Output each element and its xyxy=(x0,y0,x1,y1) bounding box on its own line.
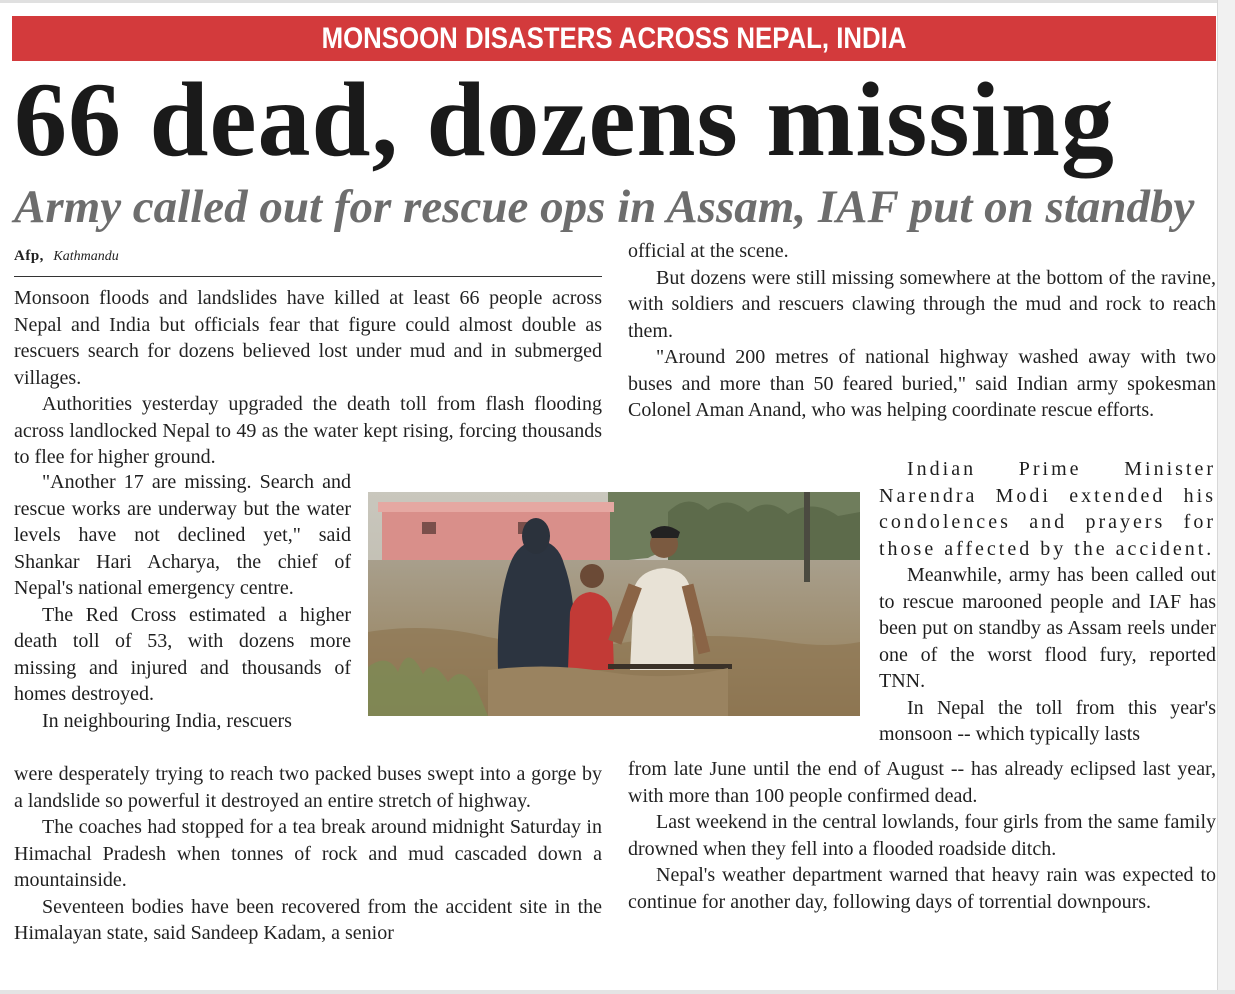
article-column-left-wrap xyxy=(14,469,351,734)
page-bottom-edge xyxy=(0,990,1235,994)
article-paragraph: In Nepal the toll from this year's monsoon -- which typically lasts xyxy=(879,696,1216,745)
byline xyxy=(14,245,604,267)
headline: 66 dead, dozens missing xyxy=(14,61,1115,178)
byline-agency: Afp, xyxy=(14,248,44,264)
article-paragraph: Monsoon floods and landslides have killed at least 66 people across Nepal and India but officials fear that figure could almost double as rescuers search for dozens believed lost under mud and in submerged villages. xyxy=(14,287,602,389)
flood-scene-illustration xyxy=(368,492,860,716)
article-paragraph: But dozens were still missing somewhere at the bottom of the ravine, with soldiers and rescuers clawing through the mud and rock to reach them. xyxy=(628,266,1216,342)
article-paragraph: Indian Prime Minister Narendra Modi extended his condolences and prayers for those affected by the accident. xyxy=(879,458,1216,560)
article-column-right-top xyxy=(628,238,1216,424)
flood-rescue-photo xyxy=(368,492,860,716)
page-top-edge xyxy=(0,0,1235,3)
byline-place: Kathmandu xyxy=(53,249,119,264)
article-paragraph: Seventeen bodies have been recovered from the accident site in the Himalayan state, said Sandeep Kadam, a senior xyxy=(14,895,602,944)
article-paragraph: Authorities yesterday upgraded the death toll from flash flooding across landlocked Nepal to 49 as the water kept rising, forcing thousands to flee for higher ground. xyxy=(14,393,602,468)
article-paragraph: "Around 200 metres of national highway washed away with two buses and more than 50 feared buried," said Indian army spokesman Colonel Aman Anand, who was helping coordinate rescue efforts. xyxy=(628,346,1216,421)
article-paragraph: Meanwhile, army has been called out to rescue marooned people and IAF has been put on standby as Assam reels under one of the worst flood fury, reported TNN. xyxy=(879,564,1216,692)
article-column-left-bottom xyxy=(14,761,602,947)
byline-divider xyxy=(14,276,602,277)
article-paragraph: In neighbouring India, rescuers xyxy=(42,709,292,732)
article-paragraph: The Red Cross estimated a higher death toll of 53, with dozens more missing and injured and thousands of homes destroyed. xyxy=(14,603,351,705)
article-column-left-top xyxy=(14,285,602,471)
article-paragraph: Nepal's weather department warned that heavy rain was expected to continue for another day, following days of torrential downpours. xyxy=(628,864,1216,913)
article-paragraph: The coaches had stopped for a tea break around midnight Saturday in Himachal Pradesh when tonnes of rock and mud cascaded down a mountainside. xyxy=(14,816,602,891)
page-right-margin xyxy=(1217,0,1235,994)
article-paragraph: "Another 17 are missing. Search and rescue works are underway but the water levels have not declined yet," said Shankar Hari Acharya, the chief of Nepal's national emergency centre. xyxy=(14,471,351,599)
section-banner xyxy=(12,16,1216,61)
article-column-right-bottom xyxy=(628,756,1216,915)
article-paragraph: official at the scene. xyxy=(628,240,789,262)
banner-text: MONSOON DISASTERS ACROSS NEPAL, INDIA xyxy=(321,21,907,55)
article-column-right-wrap xyxy=(879,456,1216,748)
article-paragraph: Last weekend in the central lowlands, four girls from the same family drowned when they fell into a flooded roadside ditch. xyxy=(628,811,1216,860)
article-paragraph: were desperately trying to reach two packed buses swept into a gorge by a landslide so powerful it destroyed an entire stretch of highway. xyxy=(14,763,602,812)
article-paragraph: from late June until the end of August -- has already eclipsed last year, with more than 100 people confirmed dead. xyxy=(628,758,1216,807)
subheadline: Army called out for rescue ops in Assam, IAF put on standby xyxy=(14,181,1195,233)
